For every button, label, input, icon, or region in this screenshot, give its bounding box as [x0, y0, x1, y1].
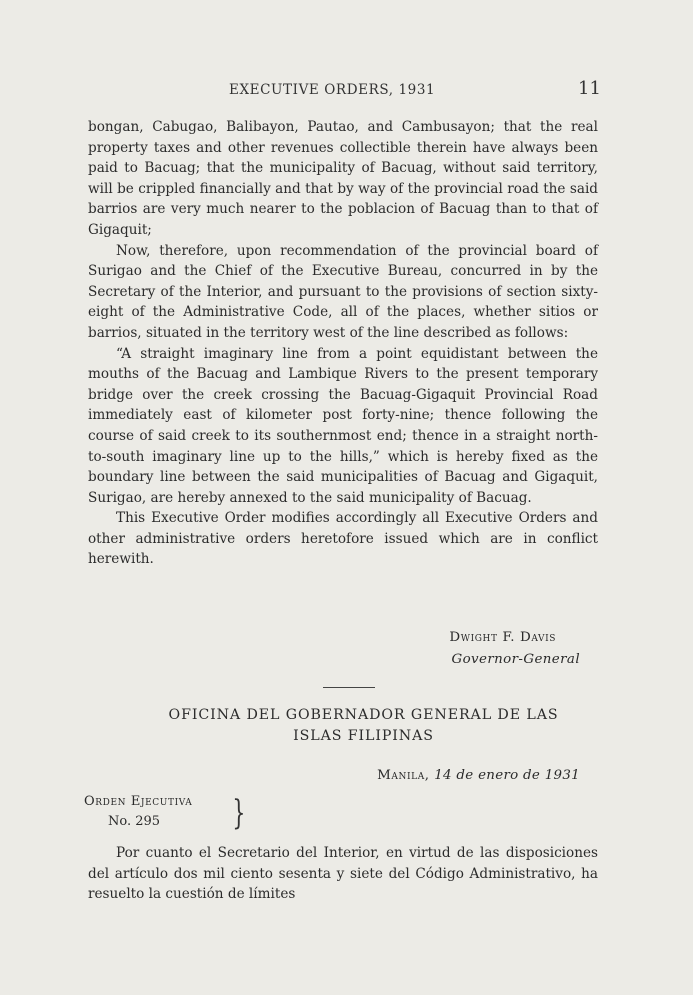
running-title: EXECUTIVE ORDERS, 1931 [229, 82, 436, 98]
page-number: 11 [578, 78, 601, 99]
dateline-date: 14 de enero de 1931 [434, 768, 580, 783]
section-divider [323, 687, 375, 688]
paragraph-boundary-description: “A straight imaginary line from a point equidistant between the mouths of the Bacuag and Lambique Rivers to the present temporary bridge over the creek crossing the Bacuag-Gigaquit Provincial Road immediately east of kilometer post forty-nine; thence following the course of said creek to its southernmost end; thence in a straight north-to-south imaginary line up to the hills,” which is hereby fixed as the boundary line between the said municipalities of Bacuag and Gigaquit, Surigao, are hereby annexed to the said municipality of Bacuag. [88, 345, 598, 506]
dateline [377, 768, 580, 783]
signatory-name: Dwight F. Davis [449, 630, 556, 645]
heading-line-2: ISLAS FILIPINAS [293, 728, 434, 744]
order-label [84, 794, 284, 838]
running-head [0, 78, 693, 102]
curly-brace-icon: } [232, 793, 246, 833]
order-kind: Orden Ejecutiva [84, 794, 193, 809]
paragraph-modifies: This Executive Order modifies accordingly all Executive Orders and other administrative orders heretofore issued which are in conflict herewith. [88, 510, 598, 568]
english-text-block [88, 117, 598, 570]
heading-line-1: OFICINA DEL GOBERNADOR GENERAL DE LAS [168, 707, 559, 723]
signatory-title: Governor-General [451, 652, 580, 667]
spanish-heading [0, 705, 693, 747]
dateline-city: Manila, [377, 768, 430, 783]
paragraph-continuation: bongan, Cabugao, Balibayon, Pautao, and Cambusayon; that the real property taxes and other revenues collectible therein have always been paid to Bacuag; that the municipality of Bacuag, without said territory, will be crippled financially and that by way of the provincial road the said barrios are very much nearer to the poblacion of Bacuag than to that of Gigaquit; [88, 119, 598, 238]
order-number: No. 295 [108, 814, 161, 829]
paragraph-now-therefore: Now, therefore, upon recommendation of the provincial board of Surigao and the Chief of the Executive Bureau, concurred in by the Secretary of the Interior, and pursuant to the provisions of section sixty-eight of the Administrative Code, all of the places, whether sitios or barrios, situated in the territory west of the line described as follows: [88, 242, 598, 341]
spanish-text-block [88, 843, 598, 905]
paragraph-por-cuanto: Por cuanto el Secretario del Interior, en virtud de las disposiciones del artículo dos mil ciento sesenta y siete del Código Administrativo, ha resuelto la cuestión de límites [88, 845, 598, 903]
